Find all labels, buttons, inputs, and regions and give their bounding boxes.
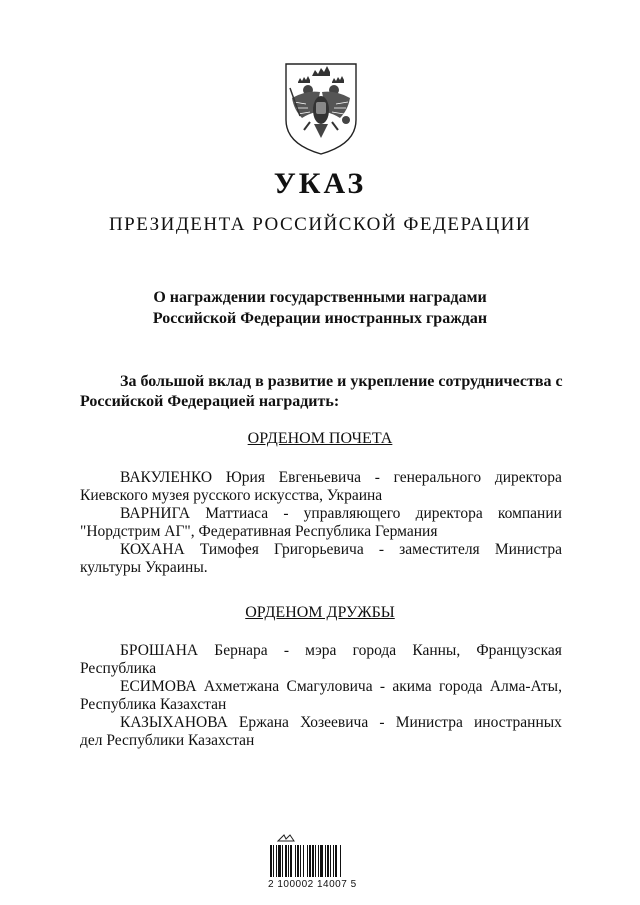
barcode-bar — [278, 845, 281, 877]
awardee-line-continued: Республика — [80, 660, 157, 677]
barcode-bar — [340, 845, 341, 877]
decree-subtitle: ПРЕЗИДЕНТА РОССИЙСКОЙ ФЕДЕРАЦИИ — [108, 214, 532, 235]
awardee-word: ЕСИМОВА — [120, 678, 197, 695]
barcode-bar — [273, 845, 274, 877]
awardee-word: директора — [494, 469, 562, 486]
awardee-word: Бернара — [214, 642, 268, 659]
awardee-word: - — [374, 469, 380, 486]
awardee-entry — [80, 541, 562, 577]
order-heading-honour: ОРДЕНОМ ПОЧЕТА — [247, 430, 393, 447]
awardee-list-honour — [80, 469, 562, 577]
awardee-word: Юрия — [225, 469, 265, 486]
awardee-word: Хозеевича — [300, 714, 369, 731]
awardee-line — [80, 678, 562, 696]
awardee-line-continued: дел Республики Казахстан — [80, 732, 255, 749]
barcode-bar — [285, 845, 287, 877]
barcode-number: 2 100002 14007 5 — [268, 879, 357, 890]
barcode-bar — [335, 845, 337, 877]
barcode-bar — [315, 845, 316, 877]
order-heading-friendship: ОРДЕНОМ ДРУЖБЫ — [245, 604, 395, 621]
barcode-bar — [330, 845, 331, 877]
awardee-word: - — [379, 714, 385, 731]
awardee-word: управляющего — [303, 505, 401, 522]
subject-line-1: О награждении государственными наградами — [153, 289, 487, 306]
awardee-word: Ержана — [238, 714, 289, 731]
barcode-bar — [303, 845, 304, 877]
barcode-bar — [270, 845, 272, 877]
awardee-entry — [80, 642, 562, 678]
barcode-bar — [300, 845, 301, 877]
awardee-word: заместителя — [399, 541, 480, 558]
barcode-bar — [327, 845, 329, 877]
awardee-word: Министра — [395, 714, 463, 731]
awardee-word: - — [283, 505, 289, 522]
awardee-word: Министра — [494, 541, 562, 558]
decree-title: УКАЗ — [273, 167, 367, 200]
awardee-line — [80, 541, 562, 559]
awardee-word: города — [438, 678, 483, 695]
awardee-word: Ахметжана — [203, 678, 280, 695]
barcode-bar — [288, 845, 289, 877]
awardee-line — [80, 469, 562, 487]
barcode-bar — [307, 845, 308, 877]
awardee-line-continued: Республика Казахстан — [80, 696, 227, 713]
awardee-list-friendship — [80, 642, 562, 750]
awardee-word: БРОШАНА — [120, 642, 199, 659]
printer-mark-icon — [276, 833, 296, 843]
awardee-word: Маттиаса — [205, 505, 269, 522]
barcode-bar — [320, 845, 323, 877]
document-barcode — [268, 833, 378, 893]
decree-subject — [0, 287, 640, 329]
awardee-word: города — [352, 642, 397, 659]
awardee-word: - — [283, 642, 289, 659]
barcode-bar — [325, 845, 326, 877]
barcode-bar — [318, 845, 319, 877]
barcode-bar — [312, 845, 314, 877]
barcode-bar — [295, 845, 296, 877]
awardee-entry — [80, 469, 562, 505]
awardee-word: Французская — [476, 642, 562, 659]
awardee-word: компании — [497, 505, 562, 522]
awardee-word: генерального — [393, 469, 482, 486]
awardee-word: Григорьевича — [273, 541, 364, 558]
awardee-word: - — [379, 678, 386, 695]
barcode-bar — [309, 845, 311, 877]
awardee-word: Смагуловича — [286, 678, 373, 695]
awardee-line — [80, 714, 562, 732]
barcode-bar — [333, 845, 334, 877]
awardee-line-continued: Киевского музея русского искусства, Украина — [80, 487, 383, 504]
barcode-icon — [268, 845, 378, 877]
awardee-entry — [80, 678, 562, 714]
awardee-word: ВАКУЛЕНКО — [120, 469, 213, 486]
awardee-word: иностранных — [473, 714, 562, 731]
barcode-bar — [276, 845, 277, 877]
awardee-line-continued: культуры Украины. — [80, 559, 208, 576]
subject-line-2: Российской Федерации иностранных граждан — [152, 310, 488, 327]
awardee-line — [80, 642, 562, 660]
awardee-word: акима — [392, 678, 432, 695]
coat-of-arms-emblem-icon — [276, 58, 366, 158]
awardee-word: КОХАНА — [120, 541, 185, 558]
awardee-word: КАЗЫХАНОВА — [120, 714, 228, 731]
awardee-word: ВАРНИГА — [120, 505, 191, 522]
barcode-bar — [282, 845, 283, 877]
awardee-word: - — [378, 541, 385, 558]
decree-preamble — [80, 372, 562, 412]
awardee-word: Канны, — [412, 642, 461, 659]
awardee-word: Тимофея — [199, 541, 259, 558]
preamble-line-1: За большой вклад в развитие и укрепление сотрудничества с — [120, 373, 563, 390]
awardee-line-continued: "Нордстрим АГ", Федеративная Республика Германия — [80, 523, 438, 540]
awardee-line — [80, 505, 562, 523]
awardee-entry — [80, 505, 562, 541]
barcode-bar — [297, 845, 299, 877]
awardee-word: директора — [415, 505, 483, 522]
barcode-bar — [290, 845, 292, 877]
awardee-word: мэра — [305, 642, 337, 659]
awardee-word: Евгеньевича — [278, 469, 362, 486]
awardee-word: Алма-Аты, — [489, 678, 562, 695]
awardee-entry — [80, 714, 562, 750]
preamble-line-2: Российской Федерацией наградить: — [80, 393, 340, 410]
